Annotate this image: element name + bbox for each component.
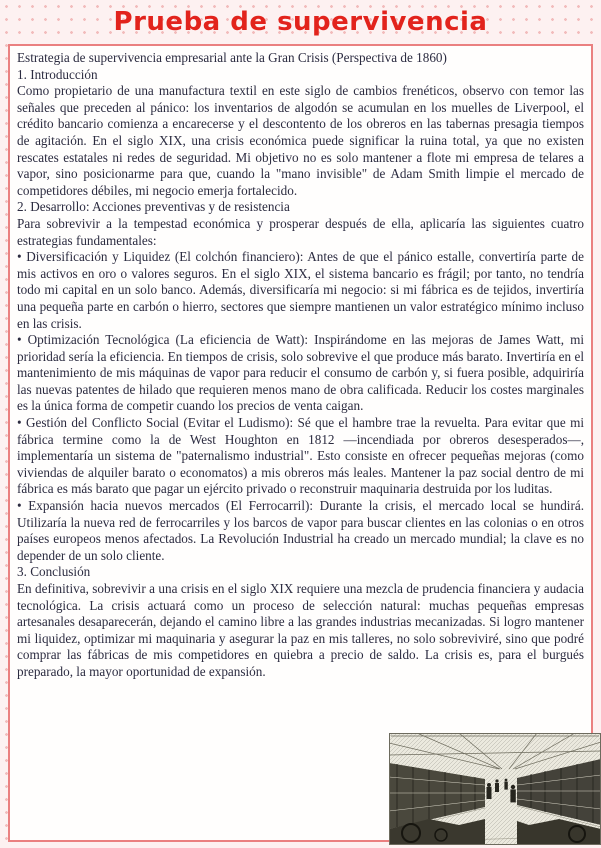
paragraph-introduccion: Como propietario de una manufactura textil en este siglo de cambios frenéticos, observo con temor las señales que preceden al pánico: los inventarios de algodón se acumulan en los muelles de Liverpool, el crédito bancario comienza a encarecerse y el descontento de los obreros en las tabernas presagia tiempos de agitación. En el siglo XIX, una crisis económica puede significar la ruina total, ya que no existen rescates estatales ni redes de seguridad. Mi objetivo no es solo mantener a flote mi empresa de telares a vapor, sino posicionarme para que, cuando la "mano invisible" de Adam Smith limpie el mercado de competidores débiles, mi negocio emerja fortalecido.	[17, 83, 584, 198]
paragraph-desarrollo-intro: Para sobrevivir a la tempestad económica y prosperar después de ella, aplicaría las siguientes cuatro estrategias fundamentales:	[17, 215, 584, 248]
bullet-optimizacion: • Optimización Tecnológica (La eficiencia de Watt): Inspirándome en las mejoras de James Watt, mi prioridad sería la eficiencia. En tiempos de crisis, solo sobrevive el que produce más barato. Invertiría en el mantenimiento de mis máquinas de vapor para reducir el consumo de carbón y, si fuera posible, adquiriría las nuevas patentes de hilado que requieren menos mano de obra calificada. Reducir los costes marginales es la única forma de competir cuando los precios de venta caigan.	[17, 332, 584, 414]
bullet-diversificacion: • Diversificación y Liquidez (El colchón financiero): Antes de que el pánico estalle, convertiría parte de mis activos en oro o valores seguros. En el siglo XIX, el sistema bancario es frágil; por tanto, no tendría todo mi capital en un solo banco. Además, diversificaría mi negocio: si mi fábrica es de tejidos, invertiría una pequeña parte en carbón o hierro, sectores que siempre mantienen un valor estratégico mínimo incluso en las crisis.	[17, 249, 584, 331]
bullet-conflicto-social: • Gestión del Conflicto Social (Evitar el Ludismo): Sé que el hambre trae la revuelta. Para evitar que mi fábrica termine como la de West Houghton en 1812 —incendiada por obreros desesperados—, implementaría un sistema de "paternalismo industrial". Esto consiste en ofrecer pequeñas mejoras (como viviendas de alquiler barato o economatos) a mis obreros más leales. Mantener la paz social dentro de mi fábrica es más barato que pagar un ejército privado o reconstruir maquinaria destruida por los luditas.	[17, 415, 584, 497]
factory-engraving-illustration	[389, 733, 601, 845]
page-title: Prueba de supervivencia	[113, 7, 488, 37]
article-subtitle: Estrategia de supervivencia empresarial ante la Gran Crisis (Perspectiva de 1860)	[17, 50, 447, 65]
section-heading-introduccion: 1. Introducción	[17, 66, 98, 82]
section-heading-conclusion: 3. Conclusión	[17, 564, 91, 580]
bullet-expansion: • Expansión hacia nuevos mercados (El Ferrocarril): Durante la crisis, el mercado local se hundirá. Utilizaría la nueva red de ferrocarriles y los barcos de vapor para buscar clientes en las colonias o en otros países europeos menos afectados. La Revolución Industrial ha creado un mercado mundial; la clave es no depender de un solo cliente.	[17, 498, 584, 563]
content-box	[8, 44, 593, 842]
paragraph-conclusion: En definitiva, sobrevivir a una crisis en el siglo XIX requiere una mezcla de prudencia financiera y audacia tecnológica. La crisis actuará como un proceso de selección natural: muchas pequeñas empresas artesanales desaparecerán, dejando el camino libre a las grandes industrias mecanizadas. Si logro mantener mi liquidez, optimizar mi maquinaria y asegurar la paz en mis talleres, no solo sobreviviré, sino que podré comprar las fábricas de mis competidores en quiebra a precio de saldo. La crisis es, para el burgués preparado, la mayor oportunidad de expansión.	[17, 581, 584, 679]
textile-factory-engraving	[389, 733, 601, 845]
section-heading-desarrollo: 2. Desarrollo: Acciones preventivas y de resistencia	[17, 199, 290, 215]
